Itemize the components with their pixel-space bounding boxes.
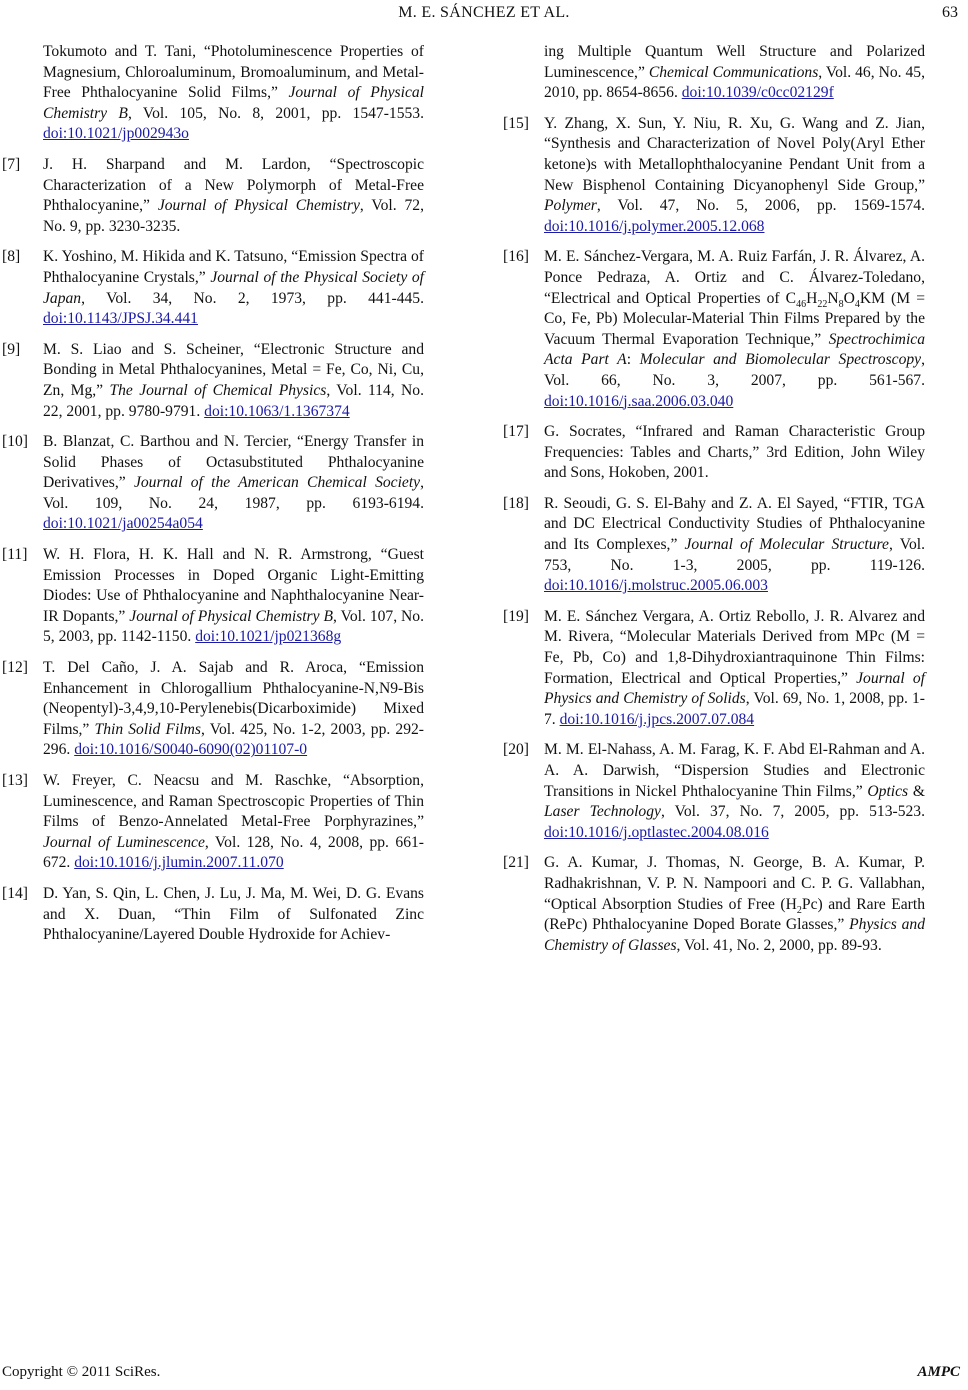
reference-entry	[503, 607, 925, 731]
reference-number: [18]	[503, 494, 529, 512]
reference-entry	[503, 42, 925, 104]
reference-source-title: Journal of Molecular Structure	[684, 536, 889, 554]
reference-segment: B. Blanzat, C. Barthou and N. Tercier, “Energy Transfer in Solid Phases of Octasubstituted Phthalocyanine Derivatives,”	[43, 433, 424, 492]
reference-segment: &	[908, 782, 925, 800]
subscript: 8	[838, 298, 844, 310]
reference-text	[43, 155, 424, 237]
reference-segment: W. Freyer, C. Neacsu and M. Raschke, “Absorption, Luminescence, and Raman Spectroscopic Properties of Thin Films of Benzo-Annelated Metal-Free Porphyrazines,”	[43, 772, 424, 831]
reference-segment: W. H. Flora, H. K. Hall and N. R. Armstrong, “Guest Emission Processes in Doped Organic Light-Emitting Diodes: Use of Phthalocyanine and Naphthalocyanine Near-IR Dopants,”	[43, 546, 424, 625]
reference-entry	[503, 853, 925, 956]
reference-number: [13]	[2, 772, 28, 789]
doi-link[interactable]: doi:10.1039/c0cc02129f	[681, 84, 834, 102]
reference-number: [17]	[503, 423, 529, 441]
reference-text	[43, 545, 424, 648]
reference-segment: G. A. Kumar, J. Thomas, N. George, B. A. Kumar, P. Radhakrishnan, V. P. N. Nampoori and C. P. G. Vallabhan, “Optical Absorption Studies of Free (H	[544, 854, 925, 913]
reference-segment: D. Yan, S. Qin, L. Chen, J. Lu, J. Ma, M. Wei, D. G. Evans and X. Duan, “Thin Film of Sulfonated Zinc Phthalocyanine/Layered Double Hydroxide for Achiev-	[43, 884, 424, 944]
reference-entry	[2, 545, 424, 648]
reference-segment: , Vol. 37, No. 7, 2005, pp. 513-523.	[660, 803, 926, 821]
reference-number: [19]	[503, 607, 529, 625]
doi-link[interactable]: doi:10.1016/j.molstruc.2005.06.003	[544, 577, 768, 595]
running-head: M. E. SÁNCHEZ ET AL.	[398, 4, 570, 21]
reference-segment: , Vol. 69, No. 1, 2008, pp. 1-7.	[544, 690, 925, 728]
reference-segment: Y. Zhang, X. Sun, Y. Niu, R. Xu, G. Wang and Z. Jian, “Synthesis and Characterization of Novel Poly(Aryl Ether ketone)s with Metallophthalocyanine Pendant Unit from a New Bisphenol Containing Dicyanophenyl Side Group,”	[544, 114, 925, 194]
reference-entry	[503, 740, 925, 843]
reference-source-title: The Journal of Chemical Physics	[109, 381, 327, 399]
reference-segment: , Vol. 109, No. 24, 1987, pp. 6193-6194.	[43, 474, 424, 512]
reference-segment: H	[806, 289, 818, 307]
reference-text	[43, 340, 424, 422]
copyright-notice: Copyright © 2011 SciRes.	[2, 1364, 161, 1380]
reference-number: [8]	[2, 248, 21, 266]
reference-source-title: Journal of Physical Chemistry	[157, 197, 360, 215]
reference-text	[544, 114, 925, 238]
reference-entry	[2, 884, 424, 946]
reference-segment: , Vol. 34, No. 2, 1973, pp. 441-445.	[81, 289, 424, 307]
reference-text	[43, 771, 424, 874]
reference-text	[544, 494, 925, 597]
reference-text	[544, 853, 925, 956]
reference-entry	[503, 114, 925, 238]
reference-number: [20]	[503, 741, 529, 759]
doi-link[interactable]: doi:10.1021/ja00254a054	[43, 515, 203, 533]
reference-entry	[503, 422, 925, 484]
subscript: 22	[817, 298, 828, 310]
reference-segment: M. E. Sánchez-Vergara, M. A. Ruiz Farfán, J. R. Álvarez, A. Ponce Pedraza, A. Ortiz and C. Álvarez-Toledano, “Electrical and Optical Properties of C	[544, 248, 925, 307]
reference-segment: R. Seoudi, G. S. El-Bahy and Z. A. El Sayed, “FTIR, TGA and DC Electrical Conductivity Studies of Phthalocyanine and Its Complexes,”	[544, 494, 925, 554]
reference-source-title: Thin Solid Films	[94, 720, 201, 738]
reference-number: [15]	[503, 114, 529, 132]
reference-entry	[2, 155, 424, 237]
reference-source-title: Journal of the American Chemical Society	[133, 474, 421, 492]
reference-segment: O	[843, 289, 855, 307]
reference-number: [9]	[2, 340, 21, 358]
reference-number: [11]	[2, 546, 28, 564]
reference-source-title: Optics	[867, 782, 909, 800]
reference-segment: Tokumoto and T. Tani, “Photoluminescence Properties of Magnesium, Chloroaluminum, Bromoaluminum, and Metal-Free Phthalocyanine Solid Films,”	[43, 43, 424, 102]
reference-entry	[2, 247, 424, 329]
reference-segment: , Vol. 72, No. 9, pp. 3230-3235.	[43, 197, 424, 235]
reference-source-title: Journal of the Physical Society of Japan	[43, 268, 424, 307]
reference-segment: , Vol. 114, No. 22, 2001, pp. 9780-9791.	[43, 381, 424, 420]
reference-entry	[2, 432, 424, 535]
reference-source-title: Molecular and Biomolecular Spectroscopy	[639, 351, 922, 369]
reference-segment: , Vol. 47, No. 5, 2006, pp. 1569-1574.	[596, 197, 925, 215]
reference-segment: K. Yoshino, M. Hikida and K. Tatsuno, “Emission Spectra of Phthalocyanine Crystals,”	[43, 248, 424, 286]
reference-number: [16]	[503, 248, 529, 266]
reference-segment: N	[827, 289, 839, 307]
reference-text	[544, 42, 925, 104]
doi-link[interactable]: doi:10.1016/j.optlastec.2004.08.016	[544, 823, 769, 841]
page-header	[0, 4, 968, 26]
reference-text	[43, 42, 424, 145]
reference-segment: Pc) and Rare Earth (RePc) Phthalocyanine Doped Borate Glasses,”	[544, 895, 926, 934]
reference-column-right	[503, 42, 925, 966]
reference-segment: , Vol. 41, No. 2, 2000, pp. 89-93.	[676, 936, 882, 954]
reference-text	[43, 432, 424, 535]
reference-source-title: Spectrochimica Acta Part A	[544, 330, 925, 369]
subscript: 4	[854, 298, 860, 310]
reference-source-title: Journal of Physical Chemistry B	[43, 84, 424, 122]
reference-segment: , Vol. 105, No. 8, 2001, pp. 1547-1553.	[127, 104, 425, 122]
reference-source-title: Laser Technology	[544, 803, 661, 821]
reference-entry	[503, 247, 925, 412]
reference-source-title: Physics and Chemistry of Glasses	[544, 916, 925, 954]
reference-segment: , Vol. 66, No. 3, 2007, pp. 561-567.	[544, 351, 925, 389]
page-number: 63	[942, 4, 958, 21]
reference-segment: :	[626, 351, 640, 369]
doi-link[interactable]: doi:10.1021/jp021368g	[195, 628, 342, 646]
reference-text	[43, 247, 424, 329]
reference-segment: T. Del Caño, J. A. Sajab and R. Aroca, “Emission Enhancement in Chlorogallium Phthalocyanine-N,N9-Bis (Neopentyl)-3,4,9,10-Perylenebis(Dicarboximide) Mixed Films,”	[43, 659, 424, 738]
reference-number: [12]	[2, 659, 28, 677]
reference-source-title: Chemical Communications	[648, 63, 819, 81]
doi-link[interactable]: doi:10.1021/jp002943o	[43, 125, 189, 143]
reference-number: [10]	[2, 433, 28, 451]
reference-entry	[2, 340, 424, 422]
reference-text	[544, 740, 925, 843]
reference-segment: , Vol. 425, No. 1-2, 2003, pp. 292-296.	[43, 720, 424, 759]
reference-column-left	[2, 42, 424, 956]
reference-entry	[2, 771, 424, 874]
reference-segment: , Vol. 128, No. 4, 2008, pp. 661-672.	[43, 833, 424, 872]
reference-segment: , Vol. 753, No. 1-3, 2005, pp. 119-126.	[544, 536, 925, 574]
reference-text	[43, 884, 424, 946]
reference-text	[544, 422, 925, 484]
doi-link[interactable]: doi:10.1016/S0040-6090(02)01107-0	[74, 741, 308, 759]
subscript: 2	[796, 904, 802, 916]
reference-segment: G. Socrates, “Infrared and Raman Characteristic Group Frequencies: Tables and Charts,” 3rd Edition, John Wiley and Sons, Hokoben, 2001.	[544, 423, 925, 482]
reference-segment: J. H. Sharpand and M. Lardon, “Spectroscopic Characterization of a New Polymorph of Metal-Free Phthalocyanine,”	[43, 155, 424, 215]
subscript: 46	[796, 298, 807, 310]
reference-text	[544, 247, 925, 412]
reference-segment: M. S. Liao and S. Scheiner, “Electronic Structure and Bonding in Metal Phthalocyanines, Metal = Fe, Co, Ni, Cu, Zn, Mg,”	[43, 340, 424, 399]
reference-entry	[2, 42, 424, 145]
reference-source-title: Journal of Luminescence	[43, 833, 205, 851]
doi-link[interactable]: doi:10.1063/1.1367374	[204, 402, 350, 420]
reference-number: [7]	[2, 155, 21, 173]
reference-segment: , Vol. 107, No. 5, 2003, pp. 1142-1150.	[43, 607, 425, 646]
doi-link[interactable]: doi:10.1016/j.polymer.2005.12.068	[544, 217, 765, 235]
journal-abbreviation: AMPC	[917, 1364, 960, 1380]
reference-segment: KM (M = Co, Fe, Pb) Molecular-Material Thin Films Prepared by the Vacuum Thermal Evaporation Technique,”	[544, 289, 925, 348]
reference-segment: ing Multiple Quantum Well Structure and Polarized Luminescence,”	[544, 43, 925, 81]
reference-entry	[2, 658, 424, 761]
reference-text	[544, 607, 925, 731]
doi-link[interactable]: doi:10.1143/JPSJ.34.441	[43, 310, 198, 328]
reference-entry	[503, 494, 925, 597]
reference-number: [21]	[503, 854, 529, 872]
reference-segment: M. E. Sánchez Vergara, A. Ortiz Rebollo, J. R. Alvarez and M. Rivera, “Molecular Materials Derived from MPc (M = Fe, Pb, Co) and 1,8-Dihydroxiantraquinone Thin Films: Formation, Electrical and Optical Properties,”	[544, 607, 925, 687]
page-footer	[0, 1364, 968, 1386]
doi-link[interactable]: doi:10.1016/j.jlumin.2007.11.070	[74, 854, 284, 872]
reference-source-title: Polymer	[544, 197, 597, 215]
reference-text	[43, 658, 424, 761]
reference-number: [14]	[2, 884, 28, 902]
reference-segment: , Vol. 46, No. 45, 2010, pp. 8654-8656.	[544, 63, 925, 102]
reference-segment: M. M. El-Nahass, A. M. Farag, K. F. Abd El-Rahman and A. A. A. Darwish, “Dispersion Studies and Electronic Transitions in Nickel Phthalocyanine Thin Films,”	[544, 741, 925, 800]
reference-source-title: Journal of Physics and Chemistry of Solids	[544, 669, 925, 708]
doi-link[interactable]: doi:10.1016/j.saa.2006.03.040	[544, 392, 734, 410]
reference-source-title: Journal of Physical Chemistry B	[129, 607, 334, 625]
doi-link[interactable]: doi:10.1016/j.jpcs.2007.07.084	[559, 710, 755, 728]
